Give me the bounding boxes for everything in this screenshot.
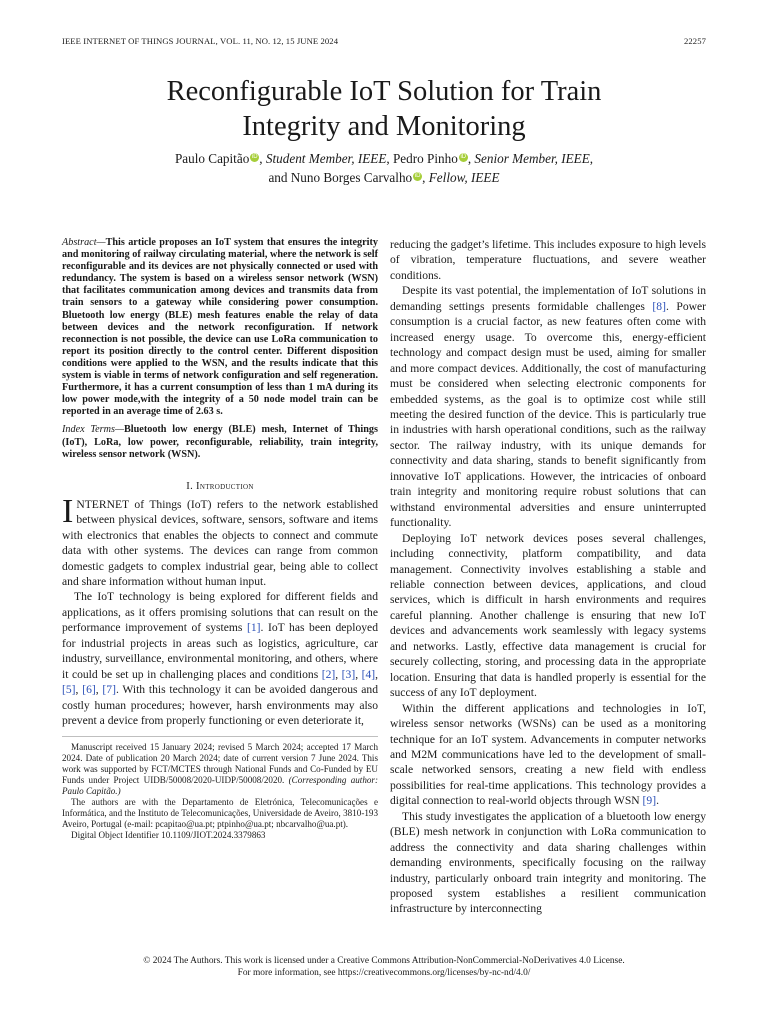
citation-link[interactable]: [3] [341, 667, 356, 681]
footnote-text: Manuscript received 15 January 2024; revised 5 March 2024; accepted 17 March 2024. Date of publication 20 March 2024; date of current version 7 June 2024. This work was supported by FCT/MCTES through National Funds and Co-Funded by EU Funds under Project UIDB/50008/2020-UIDP/50008/2020. [62, 742, 378, 786]
drop-cap: I [62, 492, 74, 530]
orcid-icon[interactable]: iD [460, 154, 467, 160]
paragraph-text: . IoT has been deployed for industrial projects in areas such as logistics, agriculture, car industry, surveillance, environmental monitoring, and others, where it could be set up in challenging places and conditions [62, 621, 378, 681]
author-role: Senior Member, IEEE [474, 151, 590, 166]
license-line: © 2024 The Authors. This work is licensed under a Creative Commons Attribution-NonCommercial-NoDerivatives 4.0 License. [143, 956, 625, 966]
abstract [62, 237, 378, 418]
paragraph-text: Within the different applications and technologies in IoT, wireless sensor networks (WSNs) can be used as a monitoring technique for an IoT system. Advancements in computer networks and M2M communications have led to the development of small-scale networked sensors, creating a new field with endless possibilities for real-time applications. This technology provides a digital connection to real-world objects through WSN [390, 701, 706, 808]
author-name: Pedro Pinho [392, 151, 458, 166]
citation-link[interactable]: [6] [82, 683, 96, 697]
footnote-divider [62, 736, 378, 737]
abstract-label: Abstract— [62, 237, 106, 248]
abstract-text: This article proposes an IoT system that ensures the integrity and monitoring of railway circulating material, where the network is self reconfigurable and its devices are not physically connected or used with redundancy. The system is based on a wireless sensor network (WSN) that facilitates communication among devices and transmits data from train sensors to a gateway while considering power consumption. Bluetooth low energy (BLE) mesh features enable the relay of data between devices and the network reconfiguration. If network reconnection is not possible, the device can use LoRa communication to report its position directly to the control center. Different disposition conditions were applied to the WSN, and the results indicate that this system is viable in terms of network configuration and self regeneration. Furthermore, it has a current consumption of less than 1 mA during its low power mode,with the integrity of a 50 node model train can be reported in an average time of 2.63 s. [62, 237, 378, 418]
license-notice [0, 955, 768, 980]
body-paragraph: reducing the gadget’s lifetime. This includes exposure to high levels of vibration, temperature fluctuations, and severe weather conditions. [390, 238, 706, 282]
orcid-icon[interactable]: iD [251, 154, 258, 160]
paragraph-text: The IoT technology is being explored for different fields and applications, as it offers promising solutions that can result on the performance improvement of systems [62, 590, 378, 635]
title-line-1: Reconfigurable IoT Solution for Train [166, 76, 602, 107]
citation-link[interactable]: [2] [321, 667, 336, 681]
running-header [62, 36, 706, 46]
intro-paragraph-2: The IoT technology is being explored for different fields and applications, as it offers promising solutions that can result on the performance improvement of systems [1]. IoT has been deployed for industrial projects in areas such as logistics, agriculture, car industry, surveillance, environmental monitoring, and others, where it could be set up in challenging places and conditions [2], [3], [4], [5], [6], [7]. With this technology it can be avoided dangerous and costly human procedures; however, harsh environments may also prevent a device from properly functioning or even deteriorate it, [62, 590, 379, 728]
orcid-icon[interactable]: iD [414, 173, 421, 179]
author-list: Paulo Capitão iD , Student Member, IEEE, Pedro Pinho iD , Senior Member, IEEE, and Nuno Borges Carvalho iD , Fellow, IEEE [174, 151, 594, 185]
paper-title [0, 74, 768, 144]
index-terms-label: Index Terms— [62, 424, 125, 436]
paragraph-text: . With this technology it can be avoided dangerous and costly human procedures; however, harsh environments may also prevent a device from properly functioning or even deteriorate it, [62, 683, 379, 728]
paragraph-text: Despite its vast potential, the implementation of IoT solutions in demanding settings presents formidable challenges [390, 284, 706, 313]
section-numeral: I. [186, 480, 194, 492]
corresponding-author: (Corresponding author: Paulo Capitão.) [62, 775, 378, 797]
body-paragraph: Deploying IoT network devices poses several challenges, including connectivity, platform compatibility, and data management. Connectivity involves establishing a stable and reliable connection between devices, applications, and cloud services, which is difficult in harsh environments and requires careful planning. Another challenge is ensuring that new IoT devices and advancements work seamlessly with legacy systems and networks. Lastly, effective data management is crucial for securely collecting, storing, and processing data in the appropriate location. Ensuring that data is handled properly is essential for the success of any IoT deployment. [390, 531, 706, 700]
paragraph-text: NTERNET of Things (IoT) refers to the network established between physical devices, software, sensors, software and items with electronics that enables the objects to connect and commute data with other systems. The devices can range from common domestic gadgets to complex industrial gear, being able to collect and share information without human input. [62, 497, 378, 588]
paragraph-text: . Power consumption is a crucial factor, as new features often come with increased energy usage. To overcome this, energy-efficient technology and compact design must be used, aiming for smaller and more compact devices. Additionally, the cost of manufacturing must be considered when selecting electronic components for embedded systems, as the goal is to optimize cost while still meeting the desired function of the device. This is particularly true in industries with harsh operational conditions, such as the railway sector. The railway industry, with its unique demands for connectivity and data sharing, stands to benefit significantly from innovative IoT applications. However, the intricacies of onboard train integrity and monitoring require robust solutions that can withstand environmental adversities and ensure uninterrupted functionality. [390, 299, 707, 530]
index-terms [62, 424, 378, 460]
license-line: For more information, see https://creativecommons.org/licenses/by-nc-nd/4.0/ [237, 968, 531, 979]
intro-paragraph-1 [62, 492, 378, 590]
left-column [62, 237, 378, 841]
citation-link[interactable]: [9] [642, 794, 657, 808]
journal-info: IEEE INTERNET OF THINGS JOURNAL, VOL. 11, NO. 12, 15 JUNE 2024 [62, 36, 339, 46]
author-role: Student Member, IEEE [265, 151, 387, 166]
body-paragraph [390, 283, 706, 530]
footnote-doi: Digital Object Identifier 10.1109/JIOT.2024.3379863 [71, 830, 266, 841]
author-name: Nuno Borges Carvalho [290, 170, 413, 185]
author-role: Fellow, IEEE [428, 170, 500, 185]
body-paragraph [390, 701, 706, 809]
paragraph-text: . [656, 794, 659, 808]
right-column [390, 237, 706, 917]
page-number: 22257 [684, 36, 706, 46]
citation-link[interactable]: [4] [361, 667, 376, 681]
index-terms-text: Bluetooth low energy (BLE) mesh, Internet of Things (IoT), LoRa, low power, reconfigurable, reliability, train integrity, wireless sensor network (WSN). [62, 424, 378, 460]
citation-link[interactable]: [8] [652, 299, 666, 313]
author-name: Paulo Capitão [174, 151, 250, 166]
citation-link[interactable]: [7] [102, 683, 116, 697]
footnote-manuscript [62, 742, 378, 797]
body-paragraph: This study investigates the application of a bluetooth low energy (BLE) mesh network in conjunction with LoRa communication to address the connectivity and data sharing challenges within demanding environments, specifically focusing on the railway industry, particularly onboard train integrity and monitoring. The proposed system establishes a resilient communication infrastructure by interconnecting [390, 809, 706, 916]
section-heading [62, 481, 378, 492]
author-connector: and [268, 170, 288, 185]
footnote-affiliation: The authors are with the Departamento de Eletrónica, Telecomunicações e Informática, and the Instituto de Telecomunicações, Universidade de Aveiro, 3810-193 Aveiro, Portugal (e-mail: pcapitao@ua.pt; ptpinho@ua.pt; nbcarvalho@ua.pt). [62, 797, 378, 830]
section-title: Introduction [196, 480, 254, 492]
title-line-2: Integrity and Monitoring [242, 111, 526, 142]
citation-link[interactable]: [1] [246, 621, 261, 635]
citation-link[interactable]: [5] [62, 683, 76, 697]
